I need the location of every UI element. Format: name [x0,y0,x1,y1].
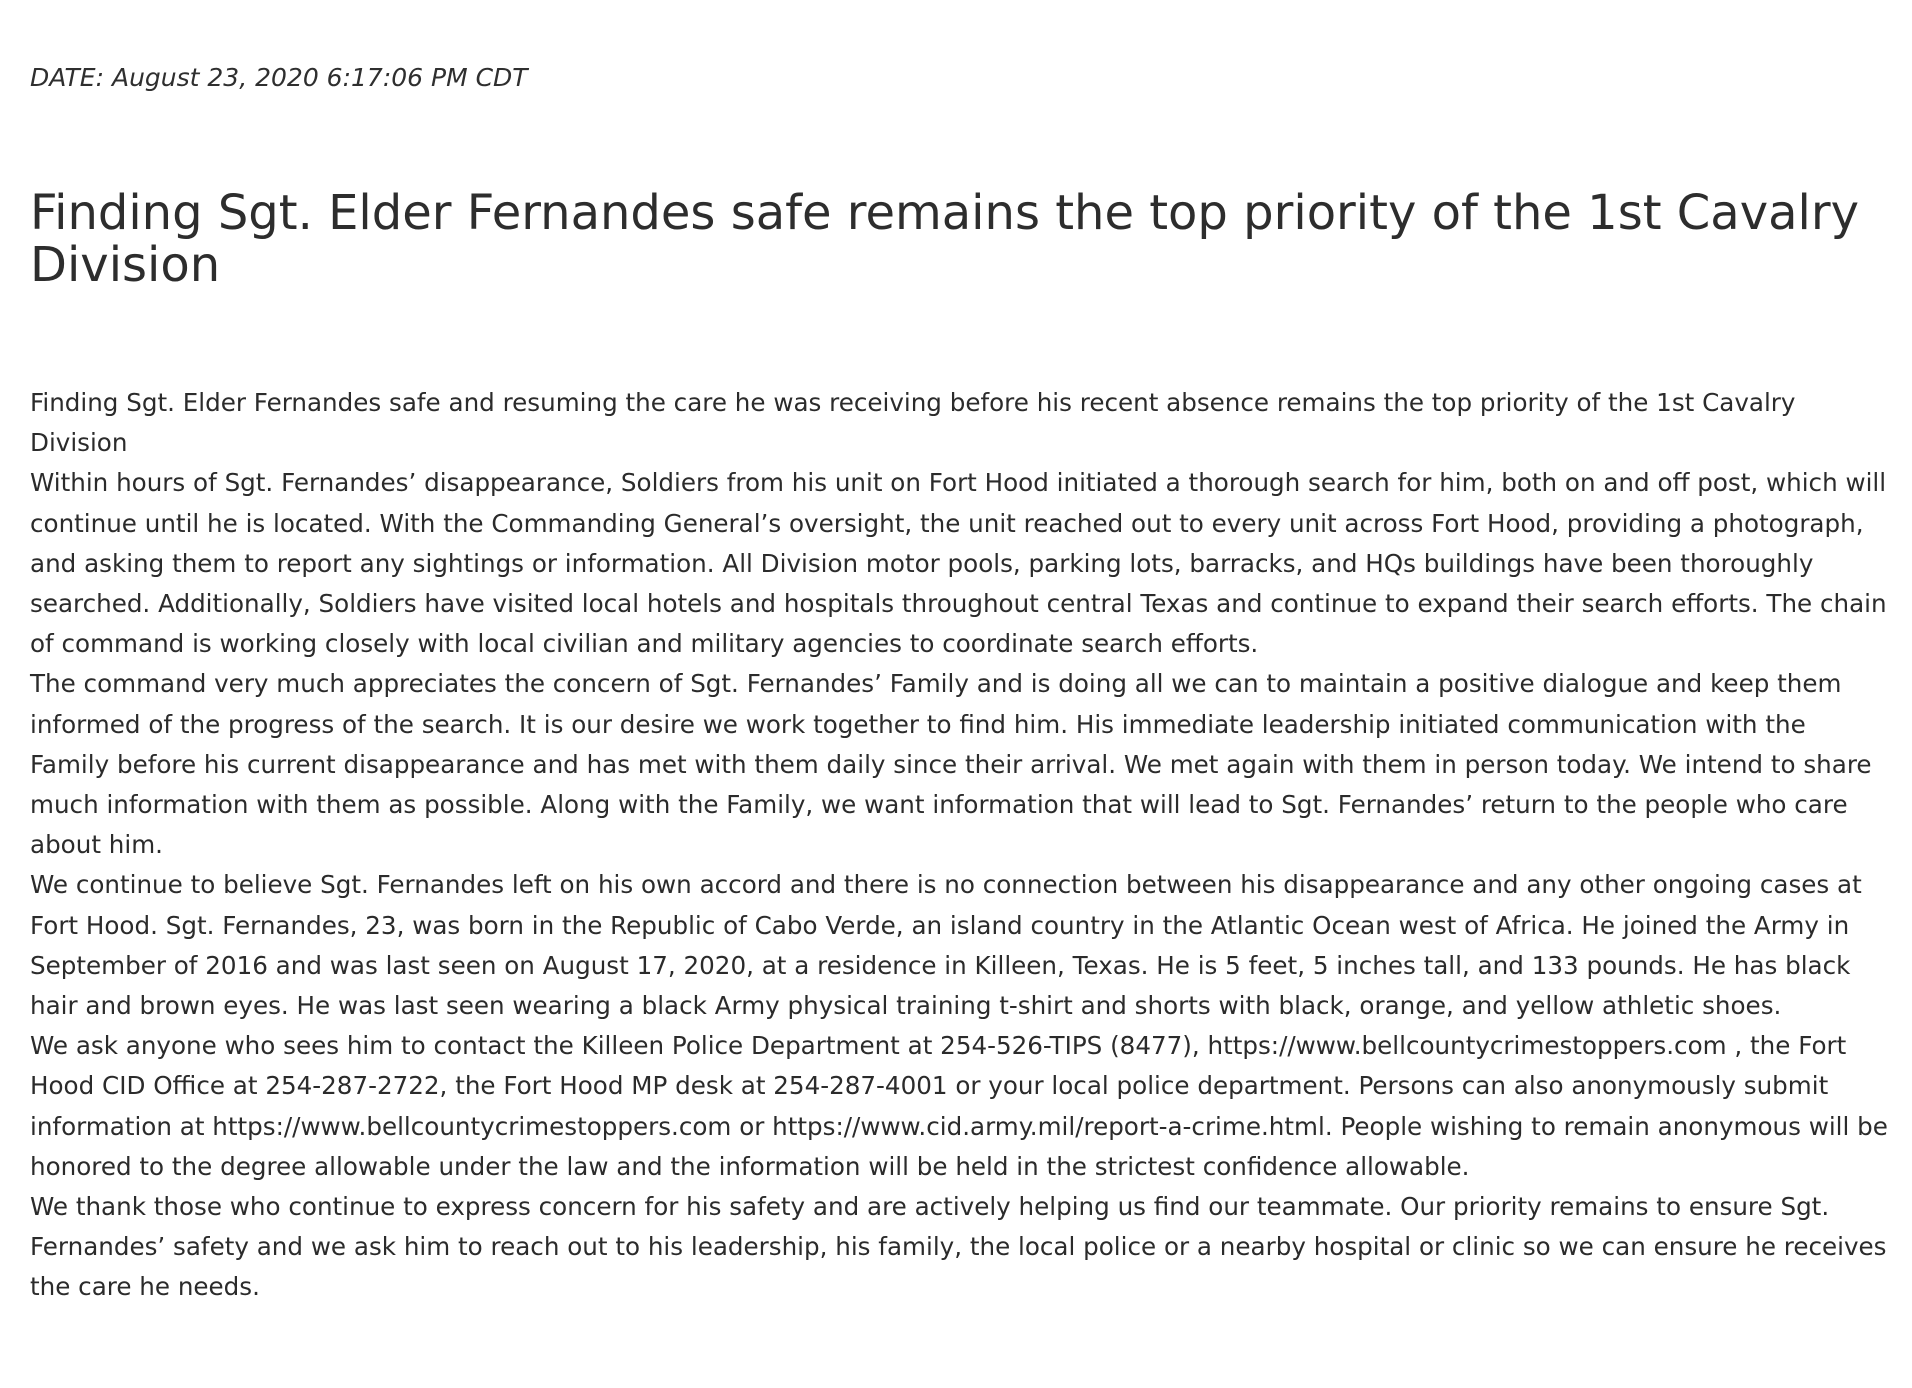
headline: Finding Sgt. Elder Fernandes safe remains the top priority of the 1st Cavalry Division [30,185,1860,293]
paragraph-family-communication: The command very much appreciates the concern of Sgt. Fernandes’ Family and is doing all we can to maintain a positive dialogue and keep them informed of the progress of the search. It is our desire we work together to find him. His immediate leadership initiated communication with the Family before his current disappearance and has met with them daily since their arrival. We met again with them in person today. We intend to share much information with them as possible. Along with the Family, we want information that will lead to Sgt. Fernandes’ return to the people who care about him. [30,669,1872,860]
paragraph-intro: Finding Sgt. Elder Fernandes safe and resuming the care he was receiving before his recent absence remains the top priority of the 1st Cavalry Division [30,388,1796,458]
paragraph-search-efforts: Within hours of Sgt. Fernandes’ disappearance, Soldiers from his unit on Fort Hood initiated a thorough search for him, both on and off post, which will continue until he is located. With the Commanding General’s oversight, the unit reached out to every unit across Fort Hood, providing a photograph, and asking them to report any sightings or information. All Division motor pools, parking lots, barracks, and HQs buildings have been thoroughly searched. Additionally, Soldiers have visited local hotels and hospitals throughout central Texas and continue to expand their search efforts. The chain of command is working closely with local civilian and military agencies to coordinate search efforts. [30,468,1887,659]
article-body [30,383,1892,1308]
paragraph-description: We continue to believe Sgt. Fernandes left on his own accord and there is no connection between his disappearance and any other ongoing cases at Fort Hood. Sgt. Fernandes, 23, was born in the Republic of Cabo Verde, an island country in the Atlantic Ocean west of Africa. He joined the Army in September of 2016 and was last seen on August 17, 2020, at a residence in Killeen, Texas. He is 5 feet, 5 inches tall, and 133 pounds. He has black hair and brown eyes. He was last seen wearing a black Army physical training t-shirt and shorts with black, orange, and yellow athletic shoes. [30,870,1862,1021]
dateline: DATE: August 23, 2020 6:17:06 PM CDT [30,63,528,92]
paragraph-closing: We thank those who continue to express concern for his safety and are actively helping us find our teammate. Our priority remains to ensure Sgt. Fernandes’ safety and we ask him to reach out to his leadership, his family, the local police or a nearby hospital or clinic so we can ensure he receives the care he needs. [30,1192,1887,1302]
paragraph-contact-info: We ask anyone who sees him to contact the Killeen Police Department at 254-526-TIPS (8477), https://www.bellcountycrimestoppers.com , the Fort Hood CID Office at 254-287-2722, the Fort Hood MP desk at 254-287-4001 or your local police department. Persons can also anonymously submit information at https://www.bellcountycrimestoppers.com or https://www.cid.army.mil/report-a-crime.html. People wishing to remain anonymous will be honored to the degree allowable under the law and the information will be held in the strictest confidence allowable. [30,1031,1888,1181]
